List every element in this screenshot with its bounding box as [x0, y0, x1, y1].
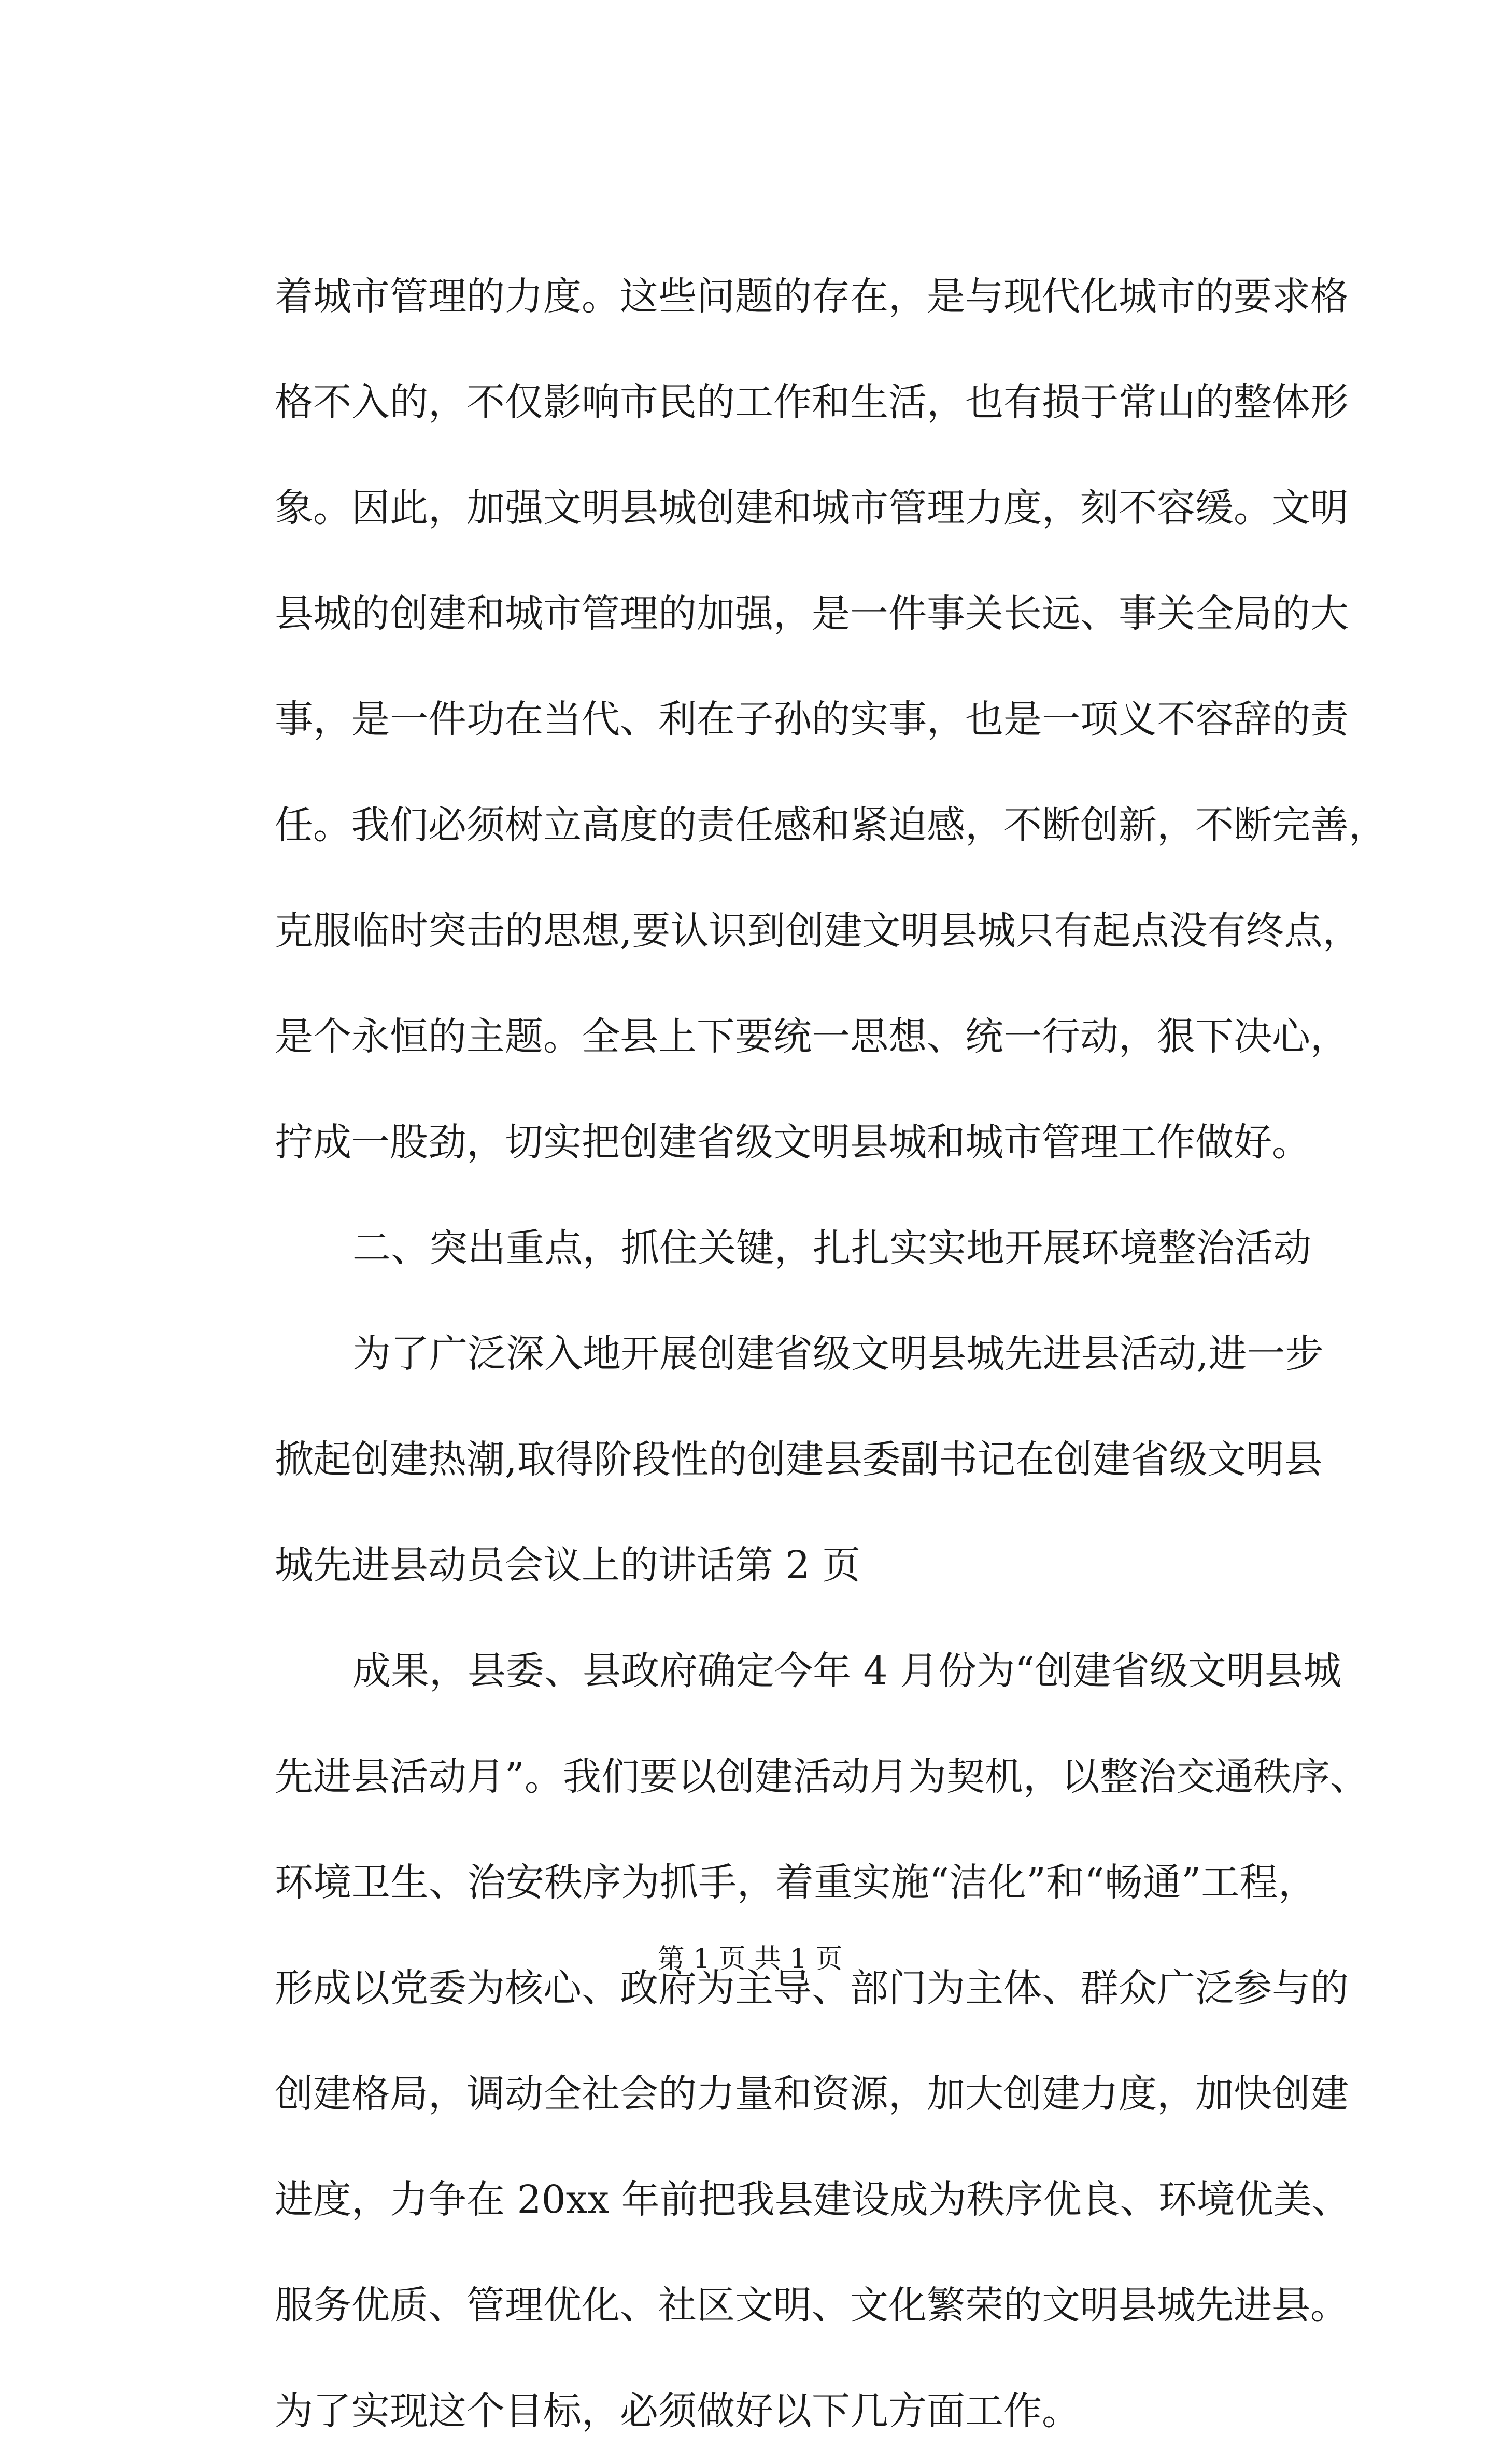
text-line: 象。因此，加强文明县城创建和城市管理力度，刻不容缓。文明: [275, 486, 1349, 530]
text-line: 创建格局，调动全社会的力量和资源，加大创建力度，加快创建: [275, 2072, 1349, 2116]
text-line: 掀起创建热潮,取得阶段性的创建县委副书记在创建省级文明县: [275, 1437, 1323, 1482]
text-line: 城先进县动员会议上的讲话第 2 页: [275, 1543, 861, 1588]
text-line: 进度，力争在 20xx 年前把我县建设成为秩序优良、环境优美、: [275, 2177, 1350, 2222]
text-line: 形成以党委为核心、政府为主导、部门为主体、群众广泛参与的: [275, 1966, 1349, 2010]
text-line: 任。我们必须树立高度的责任感和紧迫感，不断创新，不断完善，: [275, 803, 1387, 847]
section-heading: 二、突出重点，抓住关键，扎扎实实地开展环境整治活动: [352, 1226, 1311, 1270]
page-footer: 第 1 页 共 1 页: [657, 1944, 843, 1975]
text-line: 为了实现这个目标，必须做好以下几方面工作。: [275, 2389, 1080, 2433]
text-line: 事，是一件功在当代、利在子孙的实事，也是一项义不容辞的责: [275, 697, 1349, 742]
text-line: 格不入的，不仅影响市民的工作和生活，也有损于常山的整体形: [275, 380, 1349, 424]
text-line: 环境卫生、治安秩序为抓手，着重实施“洁化”和“畅通”工程，: [275, 1860, 1317, 1905]
text-line: 着城市管理的力度。这些问题的存在，是与现代化城市的要求格: [275, 274, 1349, 319]
text-line: 克服临时突击的思想,要认识到创建文明县城只有起点没有终点，: [275, 909, 1361, 953]
text-line: 为了广泛深入地开展创建省级文明县城先进县活动,进一步: [352, 1332, 1324, 1376]
text-line: 服务优质、管理优化、社区文明、文化繁荣的文明县城先进县。: [275, 2283, 1349, 2328]
text-line: 是个永恒的主题。全县上下要统一思想、统一行动，狠下决心，: [275, 1014, 1349, 1059]
text-line: 县城的创建和城市管理的加强，是一件事关长远、事关全局的大: [275, 591, 1349, 636]
document-body: [275, 244, 1387, 2464]
text-line: 拧成一股劲，切实把创建省级文明县城和城市管理工作做好。: [275, 1120, 1310, 1165]
text-line: 成果，县委、县政府确定今年 4 月份为“创建省级文明县城: [352, 1649, 1341, 1693]
text-line: 先进县活动月”。我们要以创建活动月为契机，以整治交通秩序、: [275, 1754, 1368, 1799]
